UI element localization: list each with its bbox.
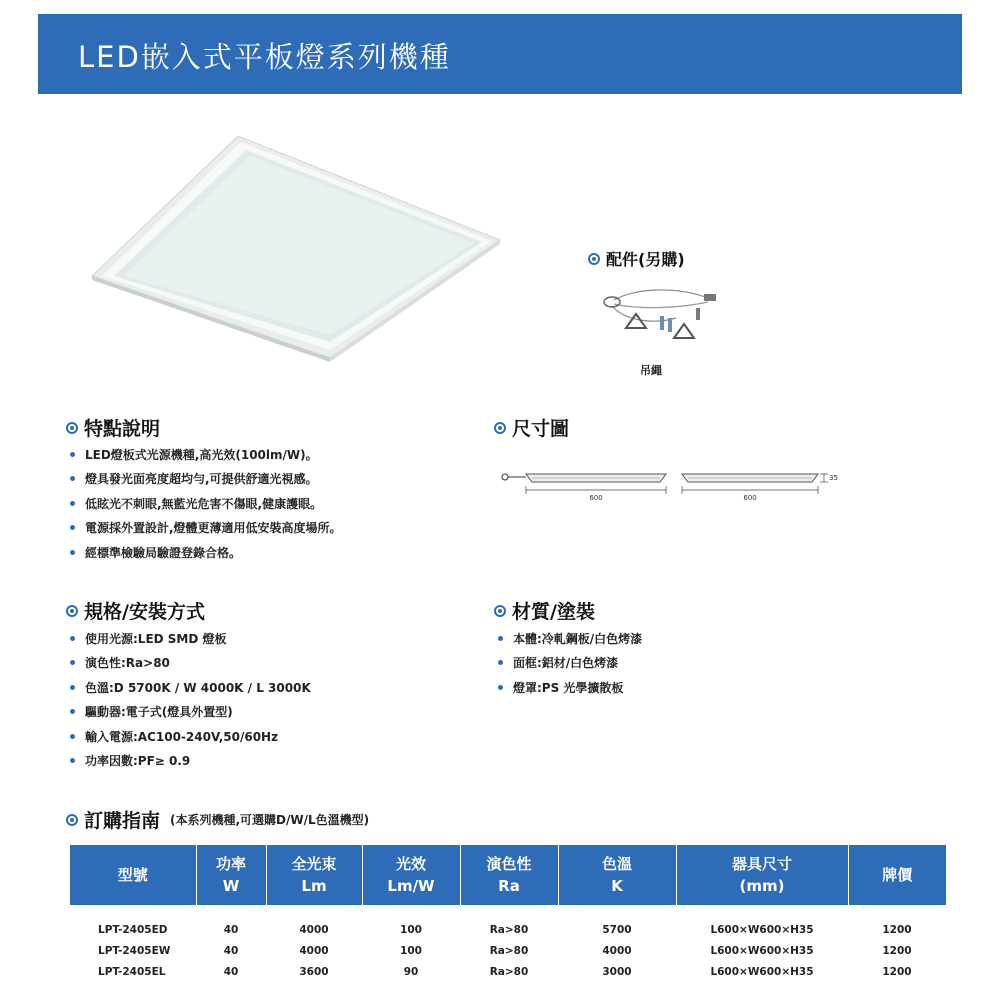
column-header-power: 功率 W (196, 845, 266, 905)
list-item: 面框:鋁材/白色烤漆 (498, 651, 642, 676)
cell-efficacy: 100 (400, 944, 422, 957)
features-title: 特點說明 (84, 418, 161, 440)
list-item: LED燈板式光源機種,高光效(100lm/W)。 (70, 442, 342, 467)
width-dimension-label: 600 (589, 494, 603, 502)
list-item: 低眩光不刺眼,無藍光危害不傷眼,健康護眼。 (70, 491, 342, 516)
hanging-wire-image (596, 278, 726, 352)
materials-heading (494, 597, 595, 624)
list-item: 色溫:D 5700K / W 4000K / L 3000K (70, 675, 311, 700)
cell-model: LPT-2405EW (98, 944, 171, 957)
list-item: 經標準檢驗局驗證登錄合格。 (70, 540, 342, 565)
cell-cri: Ra>80 (489, 923, 529, 936)
cell-cct: 5700 (602, 923, 632, 936)
list-item: 輸入電源:AC100-240V,50/60Hz (70, 724, 311, 749)
column-header-cct: 色溫 K (558, 845, 676, 905)
materials-list (498, 626, 642, 700)
list-item: 燈罩:PS 光學擴散板 (498, 675, 642, 700)
features-list (70, 442, 342, 565)
column-header-price: 牌價 (848, 845, 946, 905)
materials-title: 材質/塗裝 (512, 601, 595, 623)
circle-bullet-icon (66, 422, 78, 434)
header-banner (38, 14, 962, 94)
dimension-drawing (498, 468, 848, 508)
cell-price: 1200 (882, 965, 912, 978)
accessories-title: 配件(另購) (606, 250, 685, 269)
cell-size: L600×W600×H35 (710, 965, 814, 978)
circle-bullet-icon (588, 253, 600, 265)
ordering-title: 訂購指南 (84, 810, 161, 832)
table-row (70, 919, 946, 940)
specs-list (70, 626, 311, 773)
features-heading (66, 414, 160, 441)
hanging-wire-label: 吊繩 (640, 364, 662, 377)
cell-power: 40 (223, 965, 239, 978)
list-item: 功率因數:PF≥ 0.9 (70, 749, 311, 774)
cell-lumen: 4000 (299, 944, 329, 957)
cell-power: 40 (223, 923, 239, 936)
dimensions-title: 尺寸圖 (512, 418, 570, 440)
cell-cct: 4000 (602, 944, 632, 957)
dimensions-heading (494, 414, 569, 441)
list-item: 使用光源:LED SMD 燈板 (70, 626, 311, 651)
cell-size: L600×W600×H35 (710, 923, 814, 936)
cell-power: 40 (223, 944, 239, 957)
table-row (70, 940, 946, 961)
ordering-table (70, 845, 946, 982)
ordering-heading (66, 806, 369, 833)
column-header-lumen: 全光束 Lm (266, 845, 362, 905)
circle-bullet-icon (494, 605, 506, 617)
cell-cri: Ra>80 (489, 944, 529, 957)
cell-cri: Ra>80 (489, 965, 529, 978)
page-title: LED嵌入式平板燈系列機種 (78, 40, 451, 74)
ordering-note: (本系列機種,可選購D/W/L色溫機型) (170, 813, 370, 827)
cell-lumen: 3600 (299, 965, 329, 978)
column-header-cri: 演色性 Ra (460, 845, 558, 905)
cell-efficacy: 90 (403, 965, 419, 978)
circle-bullet-icon (494, 422, 506, 434)
cell-model: LPT-2405ED (98, 923, 168, 936)
cell-price: 1200 (882, 944, 912, 957)
cell-price: 1200 (882, 923, 912, 936)
table-row (70, 961, 946, 982)
list-item: 驅動器:電子式(燈具外置型) (70, 700, 311, 725)
cell-efficacy: 100 (400, 923, 422, 936)
column-header-size: 器具尺寸 (mm) (676, 845, 848, 905)
cell-model: LPT-2405EL (98, 965, 166, 978)
list-item: 電源採外置設計,燈體更薄適用低安裝高度場所。 (70, 516, 342, 541)
list-item: 演色性:Ra>80 (70, 651, 311, 676)
specs-heading (66, 597, 205, 624)
depth-dimension-label: 600 (743, 494, 757, 502)
list-item: 本體:冷軋鋼板/白色烤漆 (498, 626, 642, 651)
table-header-row (70, 845, 946, 905)
cell-size: L600×W600×H35 (710, 944, 814, 957)
height-dimension-label: 35 (829, 474, 838, 482)
list-item: 燈具發光面亮度超均勻,可提供舒適光視感。 (70, 467, 342, 492)
cell-cct: 3000 (602, 965, 632, 978)
cell-lumen: 4000 (299, 923, 329, 936)
column-header-model: 型號 (70, 845, 196, 905)
column-header-efficacy: 光效 Lm/W (362, 845, 460, 905)
product-panel-image (90, 136, 510, 366)
accessories-heading (588, 247, 685, 270)
circle-bullet-icon (66, 814, 78, 826)
specs-title: 規格/安裝方式 (84, 601, 205, 623)
circle-bullet-icon (66, 605, 78, 617)
